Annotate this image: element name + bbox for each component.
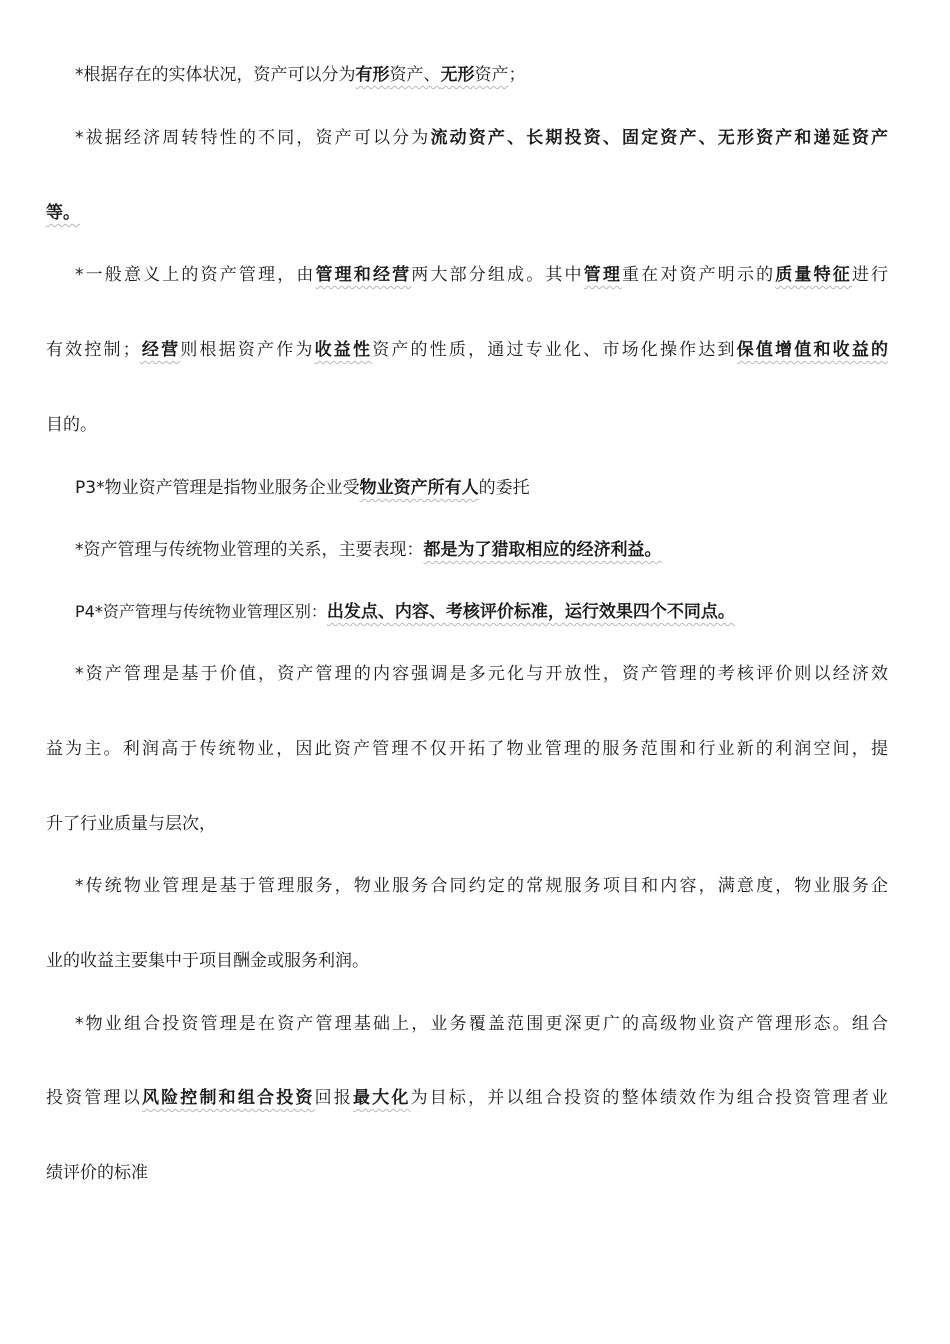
text-line-13: [75, 874, 888, 898]
bold-term: 最大化: [353, 1088, 411, 1108]
text-line-9: [75, 600, 888, 624]
bold-term: 经营: [139, 340, 181, 360]
text-segment: P3*物业资产管理是指物业服务企业受: [75, 478, 360, 498]
text-segment: 益为主。利润高于传统物业，因此资产管理不仅开拓了物业管理的服务范围和行业新的利润空间，提: [46, 739, 888, 759]
text-line-14: [46, 949, 888, 973]
bold-term: 管理: [583, 265, 623, 285]
text-line-10: [75, 662, 888, 686]
text-segment: 为目标，并以组合投资的整体绩效作为组合投资管理者业: [410, 1088, 889, 1108]
bold-term: 流动资产、长期投资、固定资产、无形资产和递延资产: [430, 128, 889, 148]
bold-term: 都是为了猎取相应的经济利益。: [423, 540, 662, 560]
text-segment: ；: [508, 65, 526, 85]
text-line-6: [46, 413, 888, 437]
bold-term: 出发点、内容、考核评价标准，运行效果四个不同点。: [326, 602, 735, 622]
text-line-11: [46, 737, 888, 761]
text-segment: *资产管理是基于价值，资产管理的内容强调是多元化与开放性，资产管理的考核评价则以经济效: [75, 664, 888, 684]
bold-term: 物业资产所有人: [359, 478, 479, 498]
text-line-17: [46, 1161, 888, 1185]
text-segment: 业的收益主要集中于项目酬金或服务利润。: [46, 951, 369, 971]
text-segment: *祓据经济周转特性的不同，资产可以分为: [75, 128, 431, 148]
text-segment: 绩评价的标准: [46, 1163, 148, 1183]
text-segment: 回报: [314, 1088, 353, 1108]
text-segment: 重在对资产明示的: [622, 265, 776, 285]
bold-term: 收益性: [314, 340, 373, 360]
bold-term: 风险控制和组合投资: [141, 1088, 315, 1108]
bold-term: 管理和经营: [315, 265, 412, 285]
text-segment: 进行: [851, 265, 889, 285]
text-line-4: [75, 263, 888, 287]
text-segment: 投资管理以: [46, 1088, 142, 1108]
bold-term: 保值增值和收益的: [736, 340, 889, 360]
text-segment: 资产、: [389, 65, 441, 85]
bold-term: 无形: [440, 65, 475, 85]
text-line-8: [75, 538, 888, 562]
text-segment: P4*资产管理与传统物业管理区别：: [75, 602, 327, 621]
text-segment: *根据存在的实体状况，资产可以分为: [75, 65, 356, 85]
text-segment: 资产: [474, 65, 509, 85]
text-segment: 有效控制；: [46, 340, 140, 360]
text-segment: 的委托: [478, 478, 530, 498]
text-line-2: [75, 126, 888, 150]
text-segment: 资产的性质，通过专业化、市场化操作达到: [372, 340, 737, 360]
text-segment: *传统物业管理是基于管理服务，物业服务合同约定的常规服务项目和内容，满意度，物业服务企: [75, 876, 888, 896]
text-line-12: [46, 812, 888, 836]
text-line-3: [46, 201, 888, 225]
text-segment: 升了行业质量与层次，: [46, 814, 216, 834]
text-line-1: [75, 63, 888, 87]
text-segment: *资产管理与传统物业管理的关系，主要表现：: [75, 540, 424, 560]
bold-term: 有形: [355, 65, 390, 85]
text-line-5: [46, 338, 888, 362]
text-line-16: [46, 1086, 888, 1110]
text-segment: *一般意义上的资产管理，由: [75, 265, 316, 285]
text-segment: 则根据资产作为: [180, 340, 315, 360]
text-segment: 目的。: [46, 415, 97, 435]
text-line-7: [75, 476, 888, 500]
text-segment: *物业组合投资管理是在资产管理基础上，业务覆盖范围更深更广的高级物业资产管理形态。组合: [75, 1014, 888, 1034]
bold-term: 质量特征: [775, 265, 852, 285]
bold-term: 等。: [46, 203, 80, 223]
text-line-15: [75, 1012, 888, 1036]
text-segment: 两大部分组成。其中: [411, 265, 584, 285]
